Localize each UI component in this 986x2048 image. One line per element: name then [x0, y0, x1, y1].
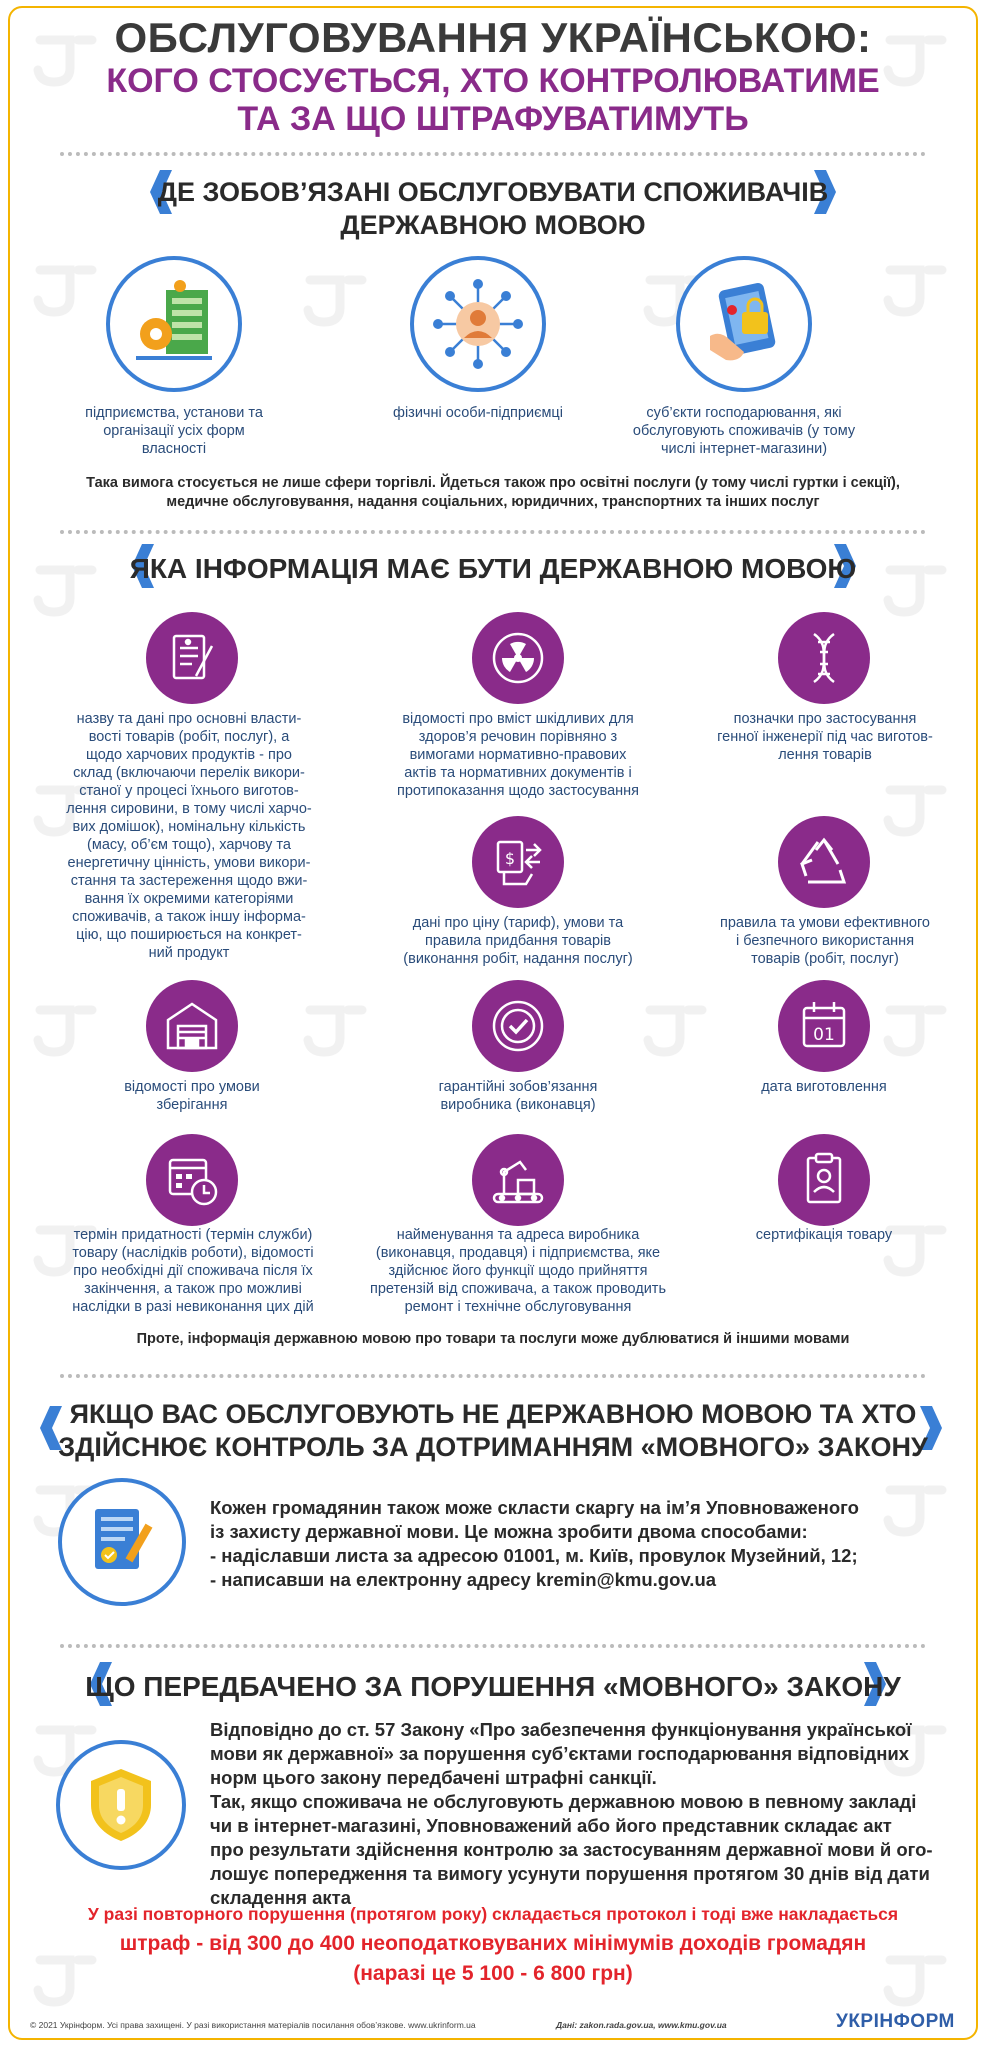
- text-line: - надіславши листа за адресою 01001, м. Київ, провулок Музейний, 12;: [210, 1545, 858, 1566]
- caption-line: і безпечного використання: [735, 933, 915, 949]
- penalty-intro: У разі повторного порушення (протягом року) складається протокол і тоді вже накладається: [87, 1904, 899, 1924]
- caption-line: споживачів, а також іншу інформа-: [72, 909, 306, 925]
- section4-text: [210, 1718, 933, 1910]
- watermark-mark: [880, 1000, 950, 1060]
- caption-line: щодо харчових продуктів - про: [86, 747, 292, 763]
- document-pen-icon: [146, 612, 238, 704]
- conveyor-robot-icon: [472, 1134, 564, 1226]
- text-line: Так, якщо споживача не обслуговують державною мовою в певному закладі: [210, 1791, 917, 1812]
- section3-text: [210, 1496, 859, 1592]
- complaint-document-icon: [58, 1478, 186, 1606]
- section1-heading-line-1: ДЕ ЗОБОВ’ЯЗАНІ ОБСЛУГОВУВАТИ СПОЖИВАЧІВ: [157, 177, 829, 207]
- page-title: ОБСЛУГОВУВАННЯ УКРАЇНСЬКОЮ:: [114, 14, 872, 61]
- caption-line: зберігання: [156, 1097, 228, 1113]
- section1-item-3-caption: [626, 404, 862, 458]
- note-line: медичне обслуговування, надання соціальних, юридичних, транспортних та інших послуг: [166, 494, 820, 510]
- svg-text:$: $: [504, 849, 516, 868]
- caption-line: вих домішок), номінальну кількість: [72, 819, 306, 835]
- caption-line: ремонт і технічне обслуговування: [404, 1299, 632, 1315]
- radiation-icon: [472, 612, 564, 704]
- text-line: із захисту державної мови. Це можна зробити двома способами:: [210, 1521, 808, 1542]
- divider: [60, 1644, 926, 1648]
- certificate-icon: [778, 1134, 870, 1226]
- text-line: норм цього закону передбачені штрафні санкції.: [210, 1767, 657, 1788]
- caption-line: вості товарів (робіт, послуг), а: [88, 729, 290, 745]
- note-line: Така вимога стосується не лише сфери торгівлі. Йдеться також про освітні послуги (у тому числі гуртки і секції),: [86, 475, 900, 491]
- subtitle-line-1: КОГО СТОСУЄТЬСЯ, ХТО КОНТРОЛЮВАТИМЕ: [106, 62, 880, 100]
- calendar-icon: [778, 980, 870, 1072]
- text-line: чи в інтернет-магазині, Уповноважений або його представник складає акт: [210, 1815, 892, 1836]
- ukrinform-logo: УКРІНФОРМ: [836, 2011, 955, 2032]
- section2-note: Проте, інформація державною мовою про товари та послуги може дублюватися й іншими мовами: [136, 1331, 850, 1347]
- caption-line: стання та застереження щодо вжи-: [70, 873, 308, 889]
- section2-item-9-caption: [48, 1226, 338, 1316]
- calendar-clock-icon: [146, 1134, 238, 1226]
- caption-line: фізичні особи-підприємці: [393, 405, 563, 421]
- recycle-icon: [778, 816, 870, 908]
- caption-line: (виконання робіт, надання послуг): [403, 951, 633, 967]
- caption-line: дата виготовлення: [761, 1079, 887, 1095]
- section3-heading-line-1: ЯКЩО ВАС ОБСЛУГОВУЮТЬ НЕ ДЕРЖАВНОЮ МОВОЮ ТА ХТО: [69, 1399, 917, 1429]
- caption-line: енергетичну цінність, умови викори-: [67, 855, 311, 871]
- price-hand-icon: [472, 816, 564, 908]
- section2-item-7-caption: [388, 1078, 648, 1114]
- watermark-mark: [300, 1000, 370, 1060]
- caption-line: обслуговують споживачів (у тому: [632, 423, 856, 439]
- watermark-mark: [880, 260, 950, 320]
- text-line: про результати здійснення контролю за застосуванням державної мови й ого-: [210, 1839, 933, 1860]
- caption-line: сертифікація товару: [755, 1227, 893, 1243]
- section2-item-11-caption: [704, 1226, 944, 1244]
- penalty-amount: штраф - від 300 до 400 неоподатковуваних мінімумів доходів громадян: [119, 1932, 867, 1955]
- watermark-mark: [300, 270, 370, 330]
- caption-line: актів та нормативних документів і: [404, 765, 632, 781]
- caption-line: правила придбання товарів: [425, 933, 611, 949]
- sources-text: Дані: zakon.rada.gov.ua, www.kmu.gov.ua: [556, 2020, 727, 2030]
- section2-item-3-caption: [690, 710, 960, 764]
- caption-line: наслідки в разі невиконання цих дій: [72, 1299, 314, 1315]
- divider: [60, 152, 926, 156]
- calendar-date-text: 01: [813, 1025, 835, 1045]
- dna-icon: [778, 612, 870, 704]
- section2-item-8-caption: [704, 1078, 944, 1096]
- caption-line: числі інтернет-магазини): [660, 441, 828, 457]
- caption-line: про необхідні дії споживача після їх: [73, 1263, 313, 1279]
- caption-line: здійснює його функції щодо прийняття: [388, 1263, 648, 1279]
- caption-line: склад (включаючи перелік викори-: [73, 765, 305, 781]
- watermark-mark: [30, 1000, 100, 1060]
- caption-line: назву та дані про основні власти-: [76, 711, 302, 727]
- caption-line: закінчення, а також про можливі: [84, 1281, 302, 1297]
- caption-line: виробника (виконавця): [440, 1097, 596, 1113]
- caption-line: підприємства, установи та: [85, 405, 263, 421]
- section1-heading-line-2: ДЕРЖАВНОЮ МОВОЮ: [340, 210, 646, 240]
- section2-item-6-caption: [72, 1078, 312, 1114]
- caption-line: вимогами нормативно-правових: [409, 747, 627, 763]
- divider: [60, 1374, 926, 1378]
- caption-line: лення товарів: [778, 747, 872, 763]
- section2-item-1-caption: [52, 710, 326, 962]
- page-subtitle: [0, 62, 986, 138]
- text-line: Відповідно до ст. 57 Закону «Про забезпечення функціонування української: [210, 1719, 912, 1740]
- caption-line: позначки про застосування: [733, 711, 917, 727]
- divider: [60, 530, 926, 534]
- caption-line: власності: [141, 441, 207, 457]
- caption-line: (масу, об’єм тощо), харчову та: [87, 837, 291, 853]
- caption-line: товару (наслідків роботи), відомості: [72, 1245, 314, 1261]
- section2-heading: ЯКА ІНФОРМАЦІЯ МАЄ БУТИ ДЕРЖАВНОЮ МОВОЮ: [129, 553, 857, 584]
- caption-line: цію, що поширюється на конкрет-: [76, 927, 302, 943]
- subtitle-line-2: ТА ЗА ЩО ШТРАФУВАТИМУТЬ: [237, 100, 749, 138]
- factory-icon: [106, 256, 242, 392]
- caption-line: лення сировини, в тому числі харчо-: [66, 801, 312, 817]
- section3-heading-line-2: ЗДІЙСНЮЄ КОНТРОЛЬ ЗА ДОТРИМАННЯМ «МОВНОГО» ЗАКОНУ: [58, 1432, 928, 1462]
- caption-line: вання їх окремими категоріями: [84, 891, 294, 907]
- network-person-icon: [410, 256, 546, 392]
- caption-line: (виконавця, продавця) і підприємства, яке: [375, 1245, 661, 1261]
- section2-item-5-caption: [690, 914, 960, 968]
- watermark-mark: [640, 1000, 710, 1060]
- warranty-seal-icon: [472, 980, 564, 1072]
- warning-shield-icon: [56, 1740, 186, 1870]
- caption-line: претензій від споживача, а також проводить: [369, 1281, 667, 1297]
- section2-item-2-caption: [368, 710, 668, 800]
- text-line: Кожен громадянин також може скласти скаргу на ім’я Уповноваженого: [210, 1497, 859, 1518]
- caption-line: гарантійні зобов’язання: [438, 1079, 598, 1095]
- text-line: складення акта: [210, 1887, 352, 1908]
- section4-heading: ЩО ПЕРЕДБАЧЕНО ЗА ПОРУШЕННЯ «МОВНОГО» ЗАКОНУ: [85, 1671, 901, 1702]
- caption-line: ний продукт: [148, 945, 230, 961]
- watermark-mark: [880, 780, 950, 840]
- section3-heading: [0, 1398, 986, 1464]
- caption-line: станої у процесі їхнього виготов-: [79, 783, 299, 799]
- caption-line: правила та умови ефективного: [720, 915, 930, 931]
- copyright-text: © 2021 Укрінформ. Усі права захищені. У разі використання матеріалів посилання обов’язкове. www.ukrinform.ua: [30, 2020, 476, 2030]
- caption-line: організації усіх форм: [103, 423, 245, 439]
- section2-item-10-caption: [356, 1226, 680, 1316]
- section2-item-4-caption: [368, 914, 668, 968]
- warehouse-icon: [146, 980, 238, 1072]
- caption-line: дані про ціну (тариф), умови та: [412, 915, 624, 931]
- caption-line: здоров’я речовин порівняно з: [418, 729, 618, 745]
- caption-line: товарів (робіт, послуг): [751, 951, 899, 967]
- text-line: - написавши на електронну адресу kremin@kmu.gov.ua: [210, 1569, 717, 1590]
- section1-heading: [0, 176, 986, 242]
- phone-shop-icon: [676, 256, 812, 392]
- caption-line: найменування та адреса виробника: [396, 1227, 640, 1243]
- section1-note: [0, 474, 986, 512]
- text-line: лошує попередження та вимогу усунути порушення протягом 30 днів від дати: [210, 1863, 930, 1884]
- caption-line: відомості про вміст шкідливих для: [402, 711, 634, 727]
- caption-line: термін придатності (термін служби): [73, 1227, 313, 1243]
- caption-line: суб’єкти господарювання, які: [646, 405, 842, 421]
- section1-item-2-caption: [366, 404, 590, 422]
- section1-item-1-caption: [62, 404, 286, 458]
- watermark-mark: [30, 260, 100, 320]
- caption-line: протипоказання щодо застосування: [396, 783, 640, 799]
- watermark-mark: [880, 1480, 950, 1540]
- caption-line: генної інженерії під час виготов-: [717, 729, 933, 745]
- caption-line: відомості про умови: [124, 1079, 260, 1095]
- penalty-amount-uah: (наразі це 5 100 - 6 800 грн): [353, 1962, 633, 1985]
- text-line: мови як державної» за порушення суб’єктами господарювання відповідних: [210, 1743, 910, 1764]
